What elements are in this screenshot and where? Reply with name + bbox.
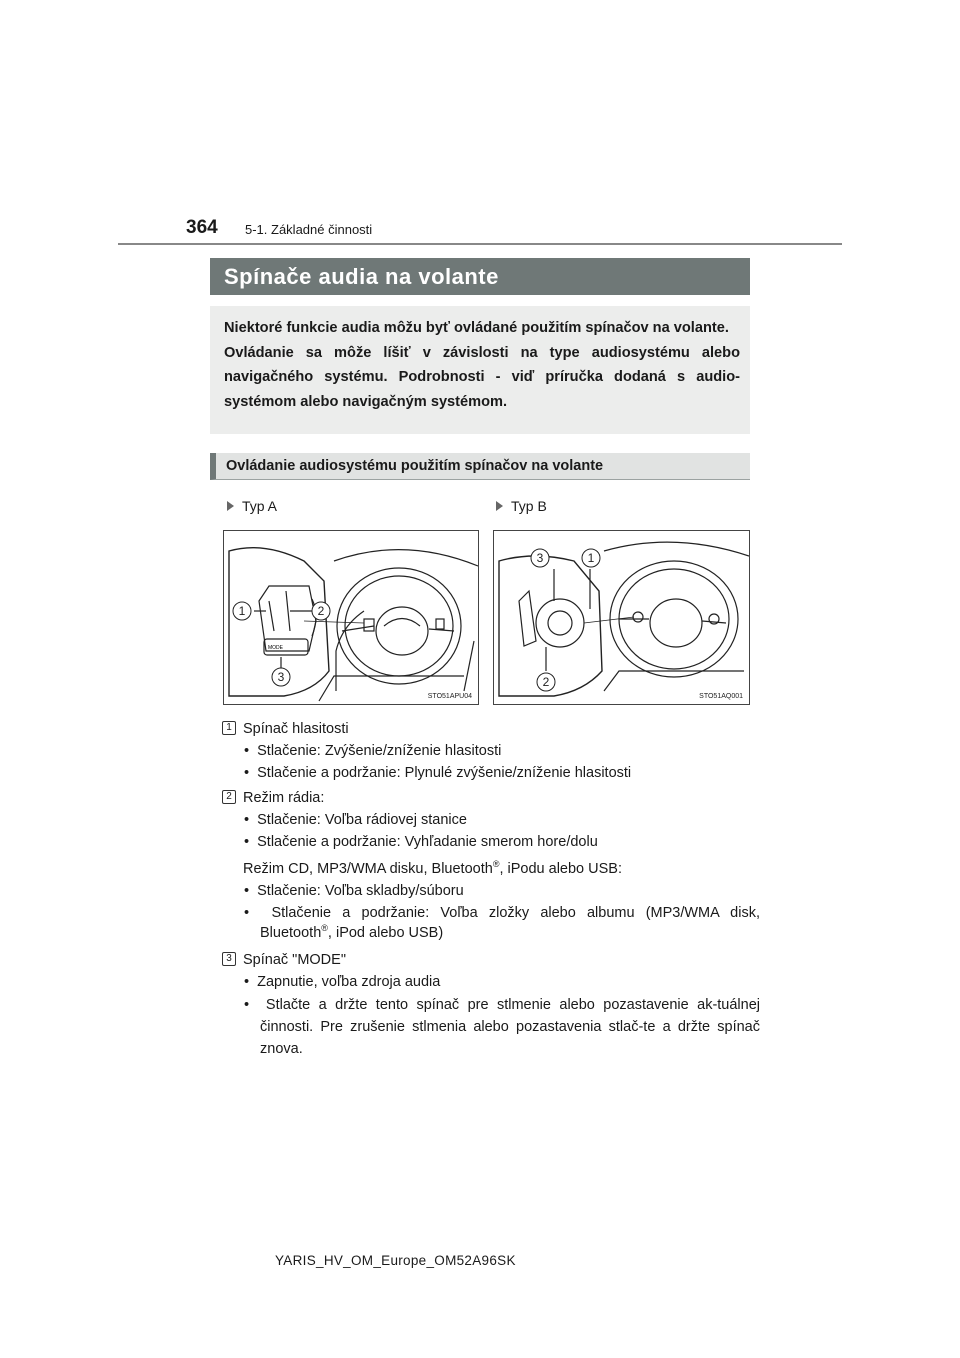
bullet-icon: • — [244, 997, 250, 1013]
callout-1: 1 — [238, 604, 246, 618]
item-2-title: Režim rádia: — [243, 790, 325, 806]
item-1-bullet-2: Stlačenie a podržanie: Plynulé zvýšenie/zníženie hlasitosti — [257, 765, 632, 781]
list-item — [244, 810, 467, 830]
intro-paragraph-2: Ovládanie sa môže líšiť v závislosti na type audiosystému alebo navigačného systému. Podrobnosti - viď príručka dodaná s audio-systémom alebo navigačným systémom. — [224, 344, 740, 410]
item-2-sub-bullet-2: Stlačenie a podržanie: Voľba zložky alebo albumu (MP3/WMA disk, Bluetooth — [260, 905, 761, 941]
bullet-icon: • — [244, 765, 250, 781]
type-a-text: Typ A — [242, 498, 278, 514]
item-3-bullet-1: Zapnutie, voľba zdroja audia — [257, 974, 441, 990]
section-reference: 5-1. Základné činnosti — [245, 222, 373, 237]
item-2-bullet-1: Stlačenie: Voľba rádiovej stanice — [257, 812, 467, 828]
bullet-icon: • — [244, 905, 250, 921]
item-3-title: Spínač "MODE" — [243, 952, 346, 968]
list-item — [244, 994, 760, 1060]
steering-wheel-type-b-illustration — [494, 531, 749, 704]
bullet-icon: • — [244, 883, 250, 899]
figure-code-b: STO51AQ001 — [699, 693, 743, 700]
triangle-bullet-icon — [496, 501, 503, 511]
bullet-icon: • — [244, 834, 250, 850]
bullet-icon: • — [244, 974, 250, 990]
list-item: • Stlačenie a podržanie: Voľba zložky alebo albumu (MP3/WMA disk, Bluetooth®, iPod alebo USB) — [244, 905, 761, 941]
section-subheading: Ovládanie audiosystému použitím spínačov na volante — [210, 453, 750, 480]
callout-3: 3 — [277, 670, 285, 684]
registered-mark: ® — [492, 859, 500, 870]
figure-type-a — [223, 530, 479, 705]
intro-box — [210, 306, 750, 434]
bullet-icon: • — [244, 812, 250, 828]
callout-1: 1 — [587, 551, 595, 565]
callout-2: 2 — [317, 604, 325, 618]
item-1-bullet-1: Stlačenie: Zvýšenie/zníženie hlasitosti — [257, 743, 502, 759]
item-number-3: 3 — [222, 952, 236, 966]
page-number: 364 — [186, 217, 218, 238]
list-item — [244, 763, 631, 783]
item-number-1: 1 — [222, 721, 236, 735]
item-2-sub-bullet-1: Stlačenie: Voľba skladby/súboru — [257, 883, 464, 899]
item-2-bullet-2: Stlačenie a podržanie: Vyhľadanie smerom hore/dolu — [257, 834, 598, 850]
item-1-title: Spínač hlasitosti — [243, 721, 349, 737]
type-b-text: Typ B — [511, 498, 547, 514]
item-3-bullet-2: Stlačte a držte tento spínač pre stlmenie alebo pozastavenie ak-tuálnej činnosti. Pre zrušenie stlmenia alebo pozastavenia stlač-te a držte spínač znova. — [260, 997, 761, 1057]
item-2-subtitle: Režim CD, MP3/WMA disku, Bluetooth®, iPodu alebo USB: — [243, 859, 622, 877]
type-a-label — [227, 498, 277, 514]
item-number-2: 2 — [222, 790, 236, 804]
list-item — [244, 972, 440, 992]
steering-wheel-type-a-illustration — [224, 531, 478, 704]
registered-mark: ® — [321, 923, 328, 934]
list-item — [244, 832, 598, 852]
bullet-icon: • — [244, 743, 250, 759]
intro-paragraph-1: Niektoré funkcie audia môžu byť ovládané použitím spínačov na volante. — [224, 320, 729, 336]
callout-2: 2 — [542, 675, 550, 689]
header-divider — [118, 243, 842, 245]
page-title: Spínače audia na volante — [210, 258, 750, 295]
callout-3: 3 — [536, 551, 544, 565]
triangle-bullet-icon — [227, 501, 234, 511]
list-item — [244, 881, 464, 901]
figure-code-a: STO51APU04 — [427, 693, 472, 700]
mode-switch-label: MODE — [268, 645, 283, 651]
footer-document-code: YARIS_HV_OM_Europe_OM52A96SK — [275, 1253, 516, 1268]
list-item — [244, 741, 501, 761]
figure-type-b — [493, 530, 750, 705]
type-b-label — [496, 498, 547, 514]
